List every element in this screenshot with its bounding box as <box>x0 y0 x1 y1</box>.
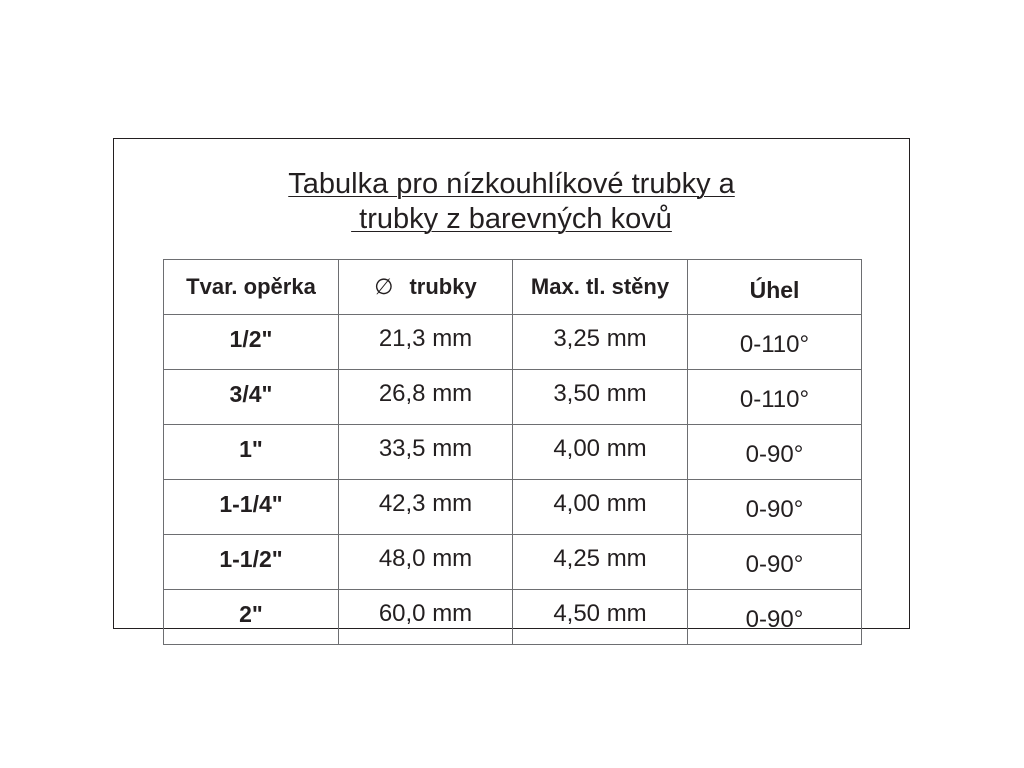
cell-size: 1-1/2" <box>164 535 339 590</box>
table-row <box>164 425 862 480</box>
header-angle: Úhel <box>688 260 862 315</box>
cell-size: 1/2" <box>164 315 339 370</box>
cell-wall: 4,00 mm <box>513 425 688 480</box>
cell-diameter: 42,3 mm <box>339 480 513 535</box>
cell-diameter: 48,0 mm <box>339 535 513 590</box>
table-row <box>164 315 862 370</box>
document-frame <box>113 138 910 633</box>
cell-wall: 4,50 mm <box>513 590 688 645</box>
cell-angle: 0-90° <box>688 535 862 590</box>
cell-size: 2" <box>164 590 339 645</box>
cell-wall: 3,50 mm <box>513 370 688 425</box>
cell-diameter: 60,0 mm <box>339 590 513 645</box>
cell-wall: 3,25 mm <box>513 315 688 370</box>
cell-size: 3/4" <box>164 370 339 425</box>
cell-angle: 0-90° <box>688 480 862 535</box>
pipe-table <box>163 259 862 645</box>
diameter-symbol-icon: ∅ <box>374 274 394 299</box>
header-pipe-label: trubky <box>409 274 477 299</box>
title-line-2: trubky z barevných kovů <box>351 203 672 235</box>
cell-size: 1" <box>164 425 339 480</box>
header-support-shape: Tvar. opěrka <box>164 260 339 315</box>
cell-size: 1-1/4" <box>164 480 339 535</box>
cell-angle: 0-110° <box>688 315 862 370</box>
header-pipe-diameter <box>339 260 513 315</box>
table-row <box>164 590 862 645</box>
cell-diameter: 26,8 mm <box>339 370 513 425</box>
cell-wall: 4,25 mm <box>513 535 688 590</box>
cell-angle: 0-90° <box>688 425 862 480</box>
cell-diameter: 21,3 mm <box>339 315 513 370</box>
cell-diameter: 33,5 mm <box>339 425 513 480</box>
header-max-wall: Max. tl. stěny <box>513 260 688 315</box>
title-line-1: Tabulka pro nízkouhlíkové trubky a <box>288 168 735 200</box>
table-row <box>164 370 862 425</box>
table-header-row <box>164 260 862 315</box>
cell-angle: 0-110° <box>688 370 862 425</box>
table-row <box>164 535 862 590</box>
table-row <box>164 480 862 535</box>
cell-angle: 0-90° <box>688 590 862 645</box>
cell-wall: 4,00 mm <box>513 480 688 535</box>
